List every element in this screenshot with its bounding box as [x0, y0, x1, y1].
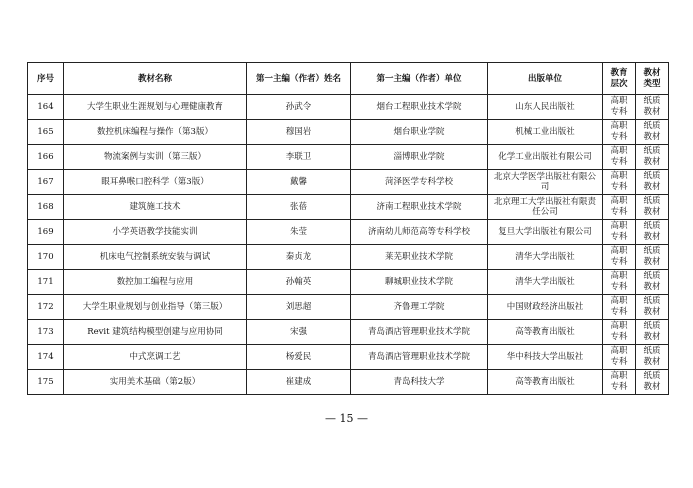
cell-level-line2: 专科 — [610, 132, 628, 142]
cell-editor: 秦贞龙 — [247, 245, 351, 270]
cell-level-line2: 专科 — [610, 332, 628, 342]
cell-name: 物流案例与实训（第三版） — [64, 145, 247, 170]
cell-seq: 170 — [28, 245, 64, 270]
cell-seq: 173 — [28, 320, 64, 345]
header-seq: 序号 — [28, 63, 64, 95]
cell-publisher: 复旦大学出版社有限公司 — [488, 220, 603, 245]
header-type — [636, 63, 669, 95]
cell-seq: 166 — [28, 145, 64, 170]
cell-level-line2: 专科 — [610, 107, 628, 117]
cell-editor: 宋强 — [247, 320, 351, 345]
header-row — [28, 63, 669, 95]
table-row — [28, 270, 669, 295]
cell-editor: 杨爱民 — [247, 345, 351, 370]
cell-type-line1: 纸质 — [643, 346, 661, 356]
cell-editor: 张蓓 — [247, 195, 351, 220]
cell-level-line1: 高职 — [610, 271, 628, 281]
cell-editor: 孙翰英 — [247, 270, 351, 295]
cell-seq: 172 — [28, 295, 64, 320]
table-row — [28, 370, 669, 395]
cell-unit: 济南工程职业技术学院 — [351, 195, 488, 220]
cell-unit: 聊城职业技术学院 — [351, 270, 488, 295]
cell-type-line1: 纸质 — [643, 146, 661, 156]
cell-level-line2: 专科 — [610, 207, 628, 217]
cell-type — [636, 345, 669, 370]
cell-level — [603, 295, 636, 320]
cell-type-line2: 教材 — [643, 257, 661, 267]
cell-level-line1: 高职 — [610, 221, 628, 231]
table-row — [28, 320, 669, 345]
cell-type-line2: 教材 — [643, 282, 661, 292]
cell-level — [603, 270, 636, 295]
cell-unit: 淄博职业学院 — [351, 145, 488, 170]
cell-unit: 济南幼儿师范高等专科学校 — [351, 220, 488, 245]
table-row — [28, 120, 669, 145]
cell-level — [603, 145, 636, 170]
cell-type — [636, 95, 669, 120]
cell-seq: 174 — [28, 345, 64, 370]
cell-unit: 青岛酒店管理职业技术学院 — [351, 320, 488, 345]
cell-name: 实用美术基础（第2版） — [64, 370, 247, 395]
cell-type-line1: 纸质 — [643, 96, 661, 106]
cell-level — [603, 170, 636, 195]
header-type-line2: 类型 — [643, 78, 661, 89]
cell-level — [603, 245, 636, 270]
table-row — [28, 220, 669, 245]
cell-type-line1: 纸质 — [643, 221, 661, 231]
cell-level — [603, 95, 636, 120]
cell-editor: 刘思超 — [247, 295, 351, 320]
cell-type — [636, 170, 669, 195]
cell-level — [603, 120, 636, 145]
header-name: 教材名称 — [64, 63, 247, 95]
cell-type-line2: 教材 — [643, 157, 661, 167]
cell-publisher: 机械工业出版社 — [488, 120, 603, 145]
header-editor: 第一主编（作者）姓名 — [247, 63, 351, 95]
cell-type — [636, 295, 669, 320]
cell-unit: 青岛科技大学 — [351, 370, 488, 395]
cell-level-line2: 专科 — [610, 157, 628, 167]
cell-editor: 孙武令 — [247, 95, 351, 120]
cell-publisher: 清华大学出版社 — [488, 270, 603, 295]
cell-publisher: 化学工业出版社有限公司 — [488, 145, 603, 170]
cell-type-line2: 教材 — [643, 182, 661, 192]
cell-name: 大学生职业生涯规划与心理健康教育 — [64, 95, 247, 120]
cell-type-line1: 纸质 — [643, 196, 661, 206]
cell-level-line1: 高职 — [610, 296, 628, 306]
cell-level-line1: 高职 — [610, 121, 628, 131]
cell-seq: 167 — [28, 170, 64, 195]
cell-level-line1: 高职 — [610, 346, 628, 356]
cell-type — [636, 245, 669, 270]
cell-seq: 175 — [28, 370, 64, 395]
cell-level — [603, 370, 636, 395]
cell-name: 数控机床编程与操作（第3版） — [64, 120, 247, 145]
cell-editor: 戴馨 — [247, 170, 351, 195]
cell-type-line1: 纸质 — [643, 296, 661, 306]
cell-name: Revit 建筑结构模型创建与应用协同 — [64, 320, 247, 345]
cell-type — [636, 220, 669, 245]
header-unit: 第一主编（作者）单位 — [351, 63, 488, 95]
cell-level-line1: 高职 — [610, 171, 628, 181]
cell-publisher: 中国财政经济出版社 — [488, 295, 603, 320]
cell-name: 机床电气控制系统安装与调试 — [64, 245, 247, 270]
cell-name: 中式烹调工艺 — [64, 345, 247, 370]
cell-level-line2: 专科 — [610, 257, 628, 267]
cell-level-line2: 专科 — [610, 382, 628, 392]
cell-level-line2: 专科 — [610, 307, 628, 317]
textbook-table — [27, 62, 669, 395]
cell-unit: 青岛酒店管理职业技术学院 — [351, 345, 488, 370]
header-level-line2: 层次 — [610, 78, 628, 89]
cell-publisher: 北京理工大学出版社有限责任公司 — [488, 195, 603, 220]
cell-type-line2: 教材 — [643, 382, 661, 392]
table-row — [28, 245, 669, 270]
cell-type — [636, 120, 669, 145]
cell-publisher: 北京大学医学出版社有限公司 — [488, 170, 603, 195]
cell-unit: 烟台职业学院 — [351, 120, 488, 145]
cell-publisher: 山东人民出版社 — [488, 95, 603, 120]
cell-type — [636, 370, 669, 395]
cell-type-line2: 教材 — [643, 107, 661, 117]
cell-type-line2: 教材 — [643, 332, 661, 342]
header-level — [603, 63, 636, 95]
cell-level-line2: 专科 — [610, 357, 628, 367]
cell-name: 建筑施工技术 — [64, 195, 247, 220]
cell-seq: 164 — [28, 95, 64, 120]
cell-unit: 齐鲁理工学院 — [351, 295, 488, 320]
cell-type-line1: 纸质 — [643, 246, 661, 256]
cell-type-line1: 纸质 — [643, 121, 661, 131]
page-number: — 15 — — [325, 412, 368, 425]
cell-level-line1: 高职 — [610, 196, 628, 206]
cell-seq: 171 — [28, 270, 64, 295]
cell-level-line1: 高职 — [610, 321, 628, 331]
cell-level-line2: 专科 — [610, 182, 628, 192]
cell-editor: 李联卫 — [247, 145, 351, 170]
cell-type — [636, 320, 669, 345]
cell-unit: 莱芜职业技术学院 — [351, 245, 488, 270]
cell-level — [603, 220, 636, 245]
cell-seq: 165 — [28, 120, 64, 145]
header-publisher: 出版单位 — [488, 63, 603, 95]
cell-name: 小学英语教学技能实训 — [64, 220, 247, 245]
cell-type-line2: 教材 — [643, 207, 661, 217]
cell-editor: 穆国岩 — [247, 120, 351, 145]
cell-seq: 168 — [28, 195, 64, 220]
cell-name: 大学生职业规划与创业指导（第三版） — [64, 295, 247, 320]
cell-editor: 朱莹 — [247, 220, 351, 245]
cell-type-line2: 教材 — [643, 307, 661, 317]
cell-unit: 烟台工程职业技术学院 — [351, 95, 488, 120]
table-row — [28, 95, 669, 120]
table-row — [28, 145, 669, 170]
cell-type — [636, 195, 669, 220]
cell-name: 眼耳鼻喉口腔科学（第3版） — [64, 170, 247, 195]
cell-unit: 菏泽医学专科学校 — [351, 170, 488, 195]
header-level-line1: 教育 — [610, 67, 628, 78]
cell-level — [603, 320, 636, 345]
cell-seq: 169 — [28, 220, 64, 245]
cell-publisher: 高等教育出版社 — [488, 320, 603, 345]
cell-level-line2: 专科 — [610, 232, 628, 242]
table-body — [28, 95, 669, 395]
table-row — [28, 345, 669, 370]
cell-type-line2: 教材 — [643, 357, 661, 367]
cell-type-line1: 纸质 — [643, 171, 661, 181]
header-type-line1: 教材 — [643, 67, 661, 78]
table-row — [28, 170, 669, 195]
cell-type — [636, 145, 669, 170]
cell-editor: 崔建成 — [247, 370, 351, 395]
cell-level — [603, 195, 636, 220]
cell-level-line1: 高职 — [610, 146, 628, 156]
table-row — [28, 195, 669, 220]
cell-publisher: 华中科技大学出版社 — [488, 345, 603, 370]
cell-publisher: 清华大学出版社 — [488, 245, 603, 270]
cell-level — [603, 345, 636, 370]
cell-type — [636, 270, 669, 295]
cell-level-line1: 高职 — [610, 246, 628, 256]
cell-name: 数控加工编程与应用 — [64, 270, 247, 295]
cell-type-line1: 纸质 — [643, 321, 661, 331]
cell-type-line2: 教材 — [643, 132, 661, 142]
cell-level-line1: 高职 — [610, 371, 628, 381]
table-row — [28, 295, 669, 320]
cell-type-line1: 纸质 — [643, 371, 661, 381]
cell-type-line2: 教材 — [643, 232, 661, 242]
cell-publisher: 高等教育出版社 — [488, 370, 603, 395]
cell-type-line1: 纸质 — [643, 271, 661, 281]
cell-level-line1: 高职 — [610, 96, 628, 106]
cell-level-line2: 专科 — [610, 282, 628, 292]
